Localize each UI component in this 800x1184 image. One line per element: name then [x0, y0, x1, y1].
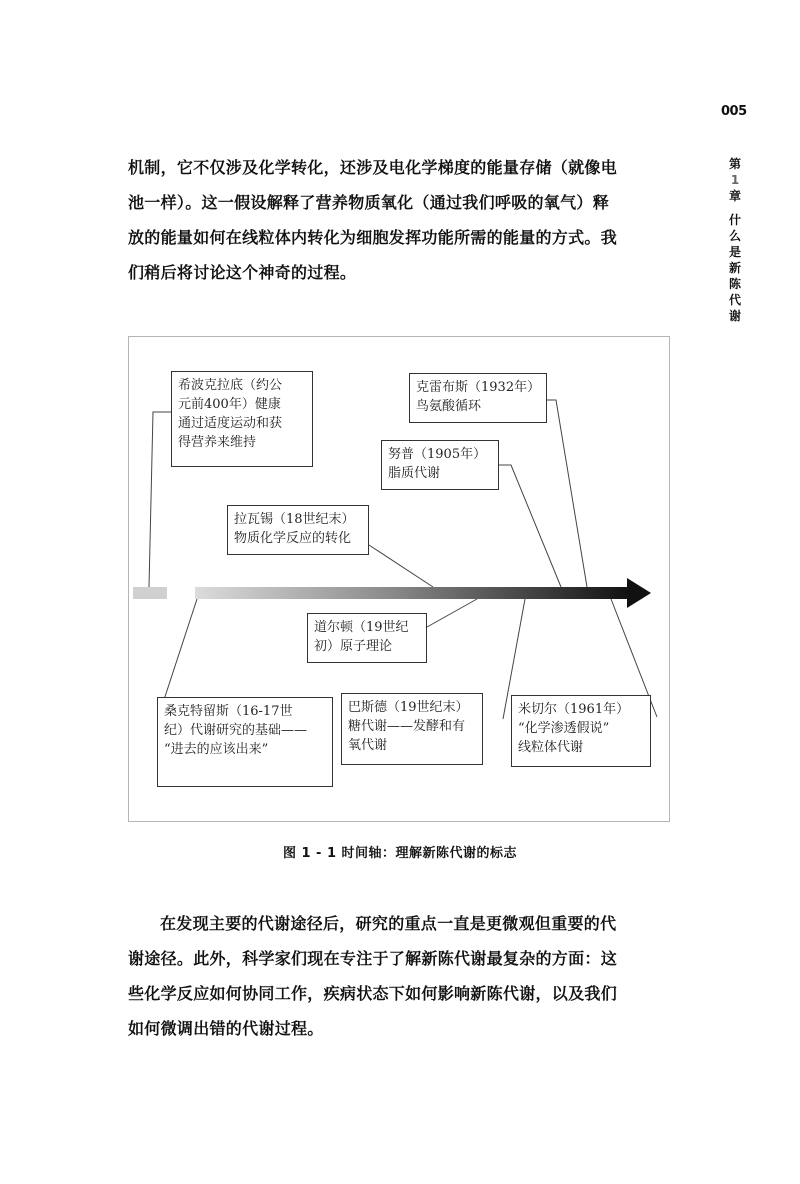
- event-line: 桑克特留斯（16-17世: [164, 704, 293, 719]
- paragraph-line: 些化学反应如何协同工作，疾病状态下如何影响新陈代谢，以及我们: [128, 984, 618, 1003]
- side-title-char: 么: [728, 229, 741, 243]
- paragraph-line: 在发现主要的代谢途径后，研究的重点一直是更微观但重要的代: [160, 914, 617, 933]
- event-line: 脂质代谢: [388, 466, 441, 481]
- side-title-char: 陈: [728, 277, 741, 291]
- event-line: 鸟氨酸循环: [416, 399, 482, 414]
- timeline-arrow-shaft: [195, 587, 629, 599]
- timeline-arrow-head: [627, 578, 651, 608]
- connector-hippocrates: [149, 412, 171, 587]
- event-line: 希波克拉底（约公: [178, 378, 283, 393]
- side-title-char: 新: [728, 261, 741, 275]
- event-line: 米切尔（1961年）: [518, 702, 630, 717]
- paragraph-line: 放的能量如何在线粒体内转化为细胞发挥功能所需的能量的方式。我: [128, 228, 618, 247]
- side-title-char: 代: [728, 293, 741, 307]
- event-box-santorio: [157, 697, 333, 787]
- event-line: “化学渗透假说”: [518, 721, 610, 736]
- timeline-figure: [128, 336, 670, 822]
- event-box-knoop: [381, 440, 499, 490]
- event-line: 拉瓦锡（18世纪末）: [234, 512, 355, 527]
- event-line: 物质化学反应的转化: [234, 531, 352, 546]
- connector-lavoisier: [369, 545, 433, 587]
- figure-caption: 图 1 - 1 时间轴：理解新陈代谢的标志: [282, 846, 518, 861]
- connector-krebs: [546, 400, 587, 587]
- event-line: “进去的应该出来”: [164, 742, 269, 757]
- paragraph-line: 如何微调出错的代谢过程。: [128, 1019, 324, 1038]
- side-title-char: 章: [728, 189, 741, 203]
- paragraph-line: 机制，它不仅涉及化学转化，还涉及电化学梯度的能量存储（就像电: [128, 158, 618, 177]
- event-box-pasteur: [341, 693, 483, 765]
- event-line: 克雷布斯（1932年）: [416, 380, 541, 395]
- connector-knoop: [499, 465, 561, 587]
- event-line: 纪）代谢研究的基础——: [164, 723, 308, 738]
- event-line: 得营养来维持: [178, 435, 257, 450]
- event-box-mitchell: [511, 695, 651, 767]
- side-chapter-title: [726, 156, 744, 324]
- event-line: 线粒体代谢: [518, 740, 584, 755]
- page-number: 005: [721, 104, 747, 119]
- side-title-char: 第: [728, 157, 741, 171]
- event-line: 初）原子理论: [314, 639, 393, 654]
- event-line: 氧代谢: [348, 738, 388, 753]
- body-paragraph-1: [128, 150, 674, 290]
- event-box-hippocrates: [171, 371, 313, 467]
- event-line: 道尔顿（19世纪: [314, 620, 409, 635]
- side-title-char: 1: [730, 173, 740, 187]
- side-title-char: 什: [728, 213, 741, 227]
- connector-dalton: [427, 599, 477, 627]
- event-box-dalton: [307, 613, 427, 663]
- timeline-start-segment: [133, 587, 167, 599]
- paragraph-line: 谢途径。此外，科学家们现在专注于了解新陈代谢最复杂的方面：这: [128, 949, 618, 968]
- event-box-lavoisier: [227, 505, 369, 555]
- event-box-krebs: [409, 373, 547, 423]
- paragraph-line: 们稍后将讨论这个神奇的过程。: [128, 263, 357, 282]
- event-line: 元前400年）健康: [178, 397, 281, 412]
- event-line: 巴斯德（19世纪末）: [348, 700, 469, 715]
- paragraph-line: 池一样）。这一假设解释了营养物质氧化（通过我们呼吸的氧气）释: [128, 193, 610, 212]
- event-line: 糖代谢——发酵和有: [348, 719, 466, 734]
- event-line: 通过适度运动和获: [178, 416, 283, 431]
- side-title-char: 是: [728, 245, 741, 259]
- body-paragraph-2: [128, 906, 674, 1046]
- side-title-char: 谢: [728, 309, 741, 323]
- event-line: 努普（1905年）: [388, 447, 487, 462]
